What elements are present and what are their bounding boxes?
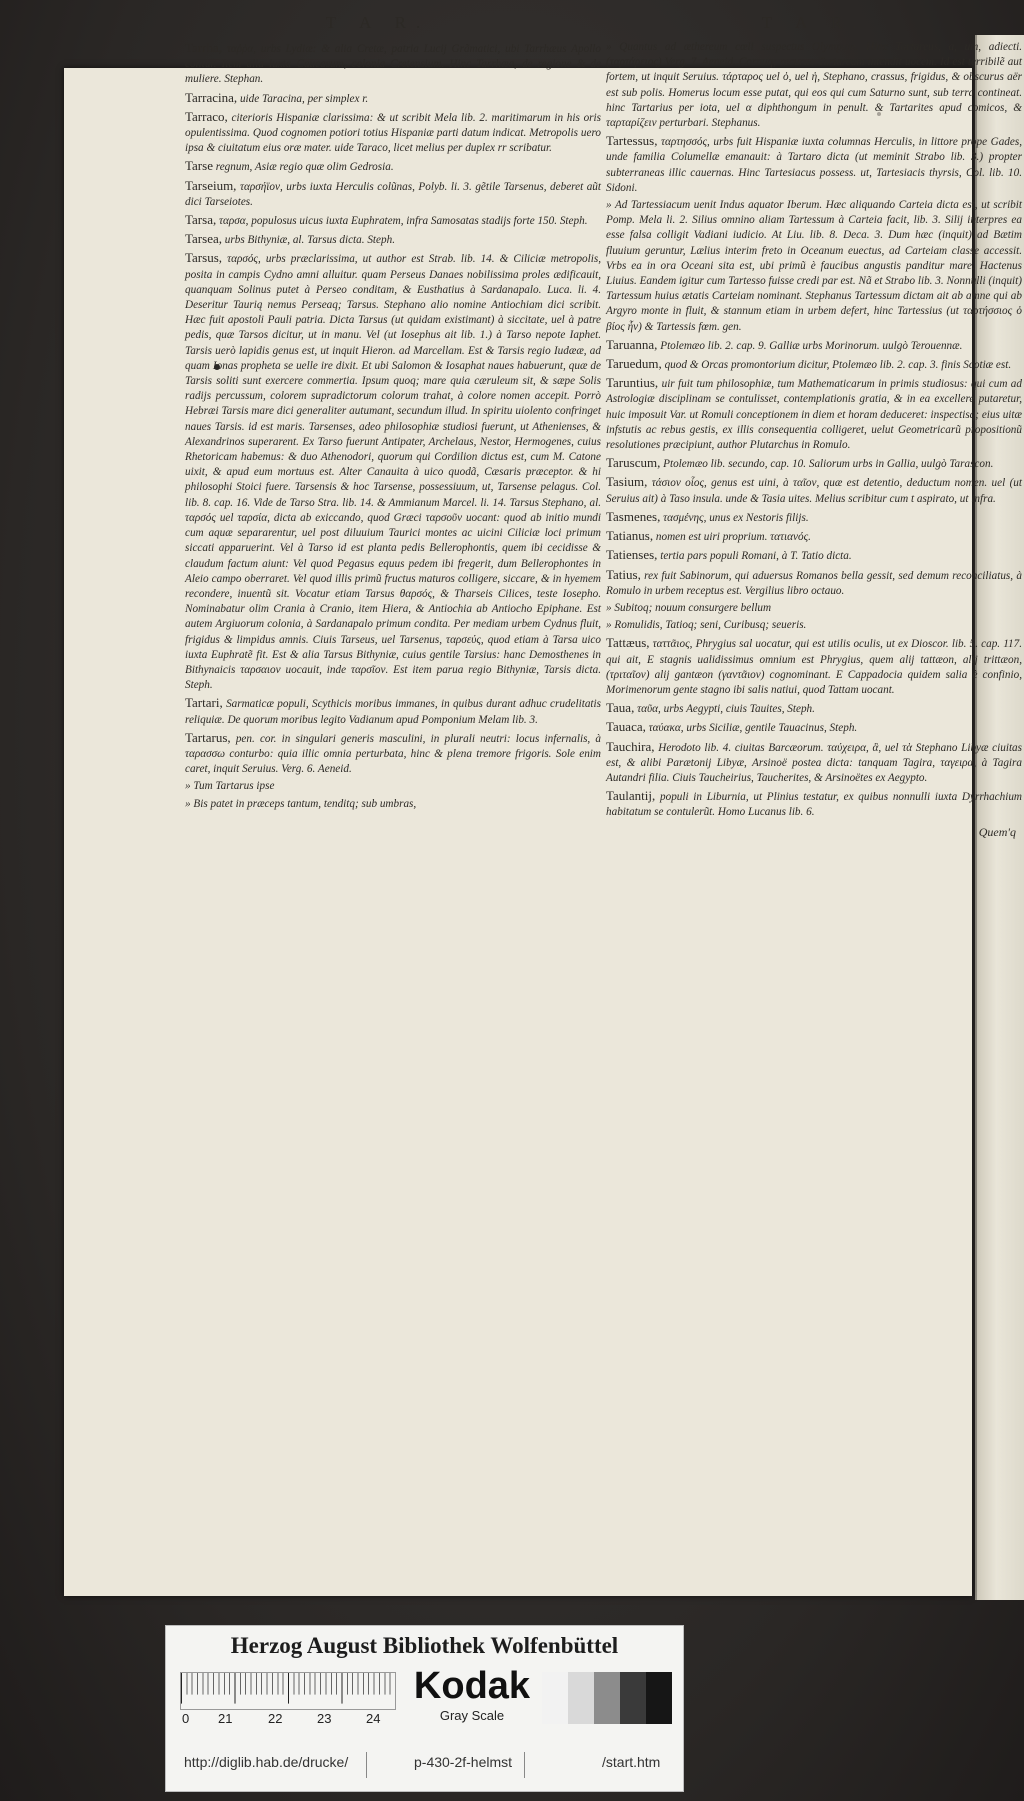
entry-headword: Tauaca, [606,719,646,735]
scale-ruler [180,1672,396,1710]
dictionary-entry [606,356,1022,373]
dictionary-entry [606,528,1022,545]
entry-text: ταρσός, urbs præclarissima, ut author est Strab. lib. 14. & Ciliciæ metropolis, posita in campis Cydno amni alluitur. quam Perseus Danaes nobilissima proles ædificauit, quanquam Solinus putet à Perseo conditam, & Eusthatius à Sardanapalo. Luca. li. 4. Deseritur Taurią nemus Perseaq; Tarsus. Stephano alio nomine Antiochiam dici scribit. Hæc fuit apostoli Pauli patria. Dicta Tarsus (ut quidam existimant) à siccitate, uel à patre pedis, quæ Tarsos dicitur, ut in manu. Vel (ut Iosephus ait lib. 1.) à Tarso nepote Iaphet. Tarsis uerò lapidis genus est, ut inquit Hieron. ad Marcellam. Est & Tarsis regio Iudææ, ad quam Ionas propheta se uelle ire dixit. Et ubi Salomon & Iosaphat naues habuerunt, quæ de Tarsis soliti sunt exercere commertia. Ipsum quoq; mare quia cæruleum sit, & sæpe Solis radijs percussum, colorem supradictorum colorum trahat, à colore nomen accepit. Porrò Hebræi Tarsis mare dici generaliter autumant, secundum illud. In spiritu uiolento confringet naues Tarsis. id est maris. Tarsenses, adeo philosophiæ studiosi fuerunt, ut Athenienses, & Alexandrinos superarent. Ex Tarso fuerunt Antipater, Archelaus, Nestor, Hermogenes, cuius Rhetoricam habemus: & duo Athenodori, quorum qui Cordilion dictus est, cum M. Catone uixit, & apud eum mortuus est. Alter Canauita à uico quodã, Cæsaris præceptor. & hi philosophi Stoici fuere. Tarsensis & hoc Tarsense, possessiuum, ut, Tarsense pelagus. Col. lib. 8. cap. 16. Vide de Tarso Stra. lib. 14. & Ammianum Marcel. li. 14. Tarsus Stephano, al. ταρσός uel ταρσία, dicta ab exiccando, quod Græci ταρσοῦν uocant: quod ab initio mundi cum aquæ separarentur, uel post diluuium Taurici montes ac uicini Ciliciæ loci primum siccati apparuerint. Vel à Tarso id est planta pedis Bellerophontis, quem ibi cecidisse & claudum factum aiunt: Vel quod Pegasus equus pedem ibi fregerit, dum Bellerophontes in Aleio campo oberraret. Vel quod illis primũ fructus maturos colligere, siccare, & in hyemem recondere, inuentũ sit. Vocatur etiam Tarsus θαρσός, & Tharseis Cilices, teste Iosepho. Nominabatur olim Crania à Cranio, item Hiera, & Antiochia ab Antiocho Epiphane. Est autem Argiuorum colonia, à Sardanapalo primum condita. Per mediam urbem Cydnus fluit, frigidus & limpidus amnis. Ciuis Tarseus, uel Tarsenus, ταρσεύς, quod etiam à Tarsa uico iuxta Euphratẽ fit. Est & alia Tarsus Bithyniæ, cuius gentile Tarsius: hanc Demosthenes in Bithynaicis ταρσαιον uocauit, inde ταρσῖον. Est item parua regio Bithyniæ, Tarsis dicta. Steph. [185,253,601,692]
dictionary-entry [606,133,1022,196]
entry-headword: Tasmenes, [606,508,661,524]
entry-text: » Ad Tartessiacum uenit Indus aquator Iberum. Hæc aliquando Carteia dicta est, ut scribit Pomp. Mela li. 2. Silius omnino aliam Tartessum à Carteia facit, lib. 3. Silij interpres ea esse falsa colligit Vadiani iudicio. At Liu. lib. 8. Deca. 3. Dum hæc (inquit) ad Bætim fluuium geruntur, Lælius interim freto in Oceanum euectus, ad Carteiam classe accessit. Vrbs ea in ora Oceani sita est, ubi primũ è faucibus angustis panditur mare. Hactenus Liuius. Eandem igitur cum Tartesso fuisse credi par est. Nã et Strabo lib. 3. Nonnulli (inquit) Tartessum huius ætatis Carteiam nominant. Stephanus Tartessum dictam ait ab amne qui ab Argyro monte in fluit, & stannum etiam in urbem defert, hinc Tartessius (ut ταρτήσσιος ὁ βίος ἦν) & Tartessis fœm. gen. [606,199,1022,333]
entry-headword: Tarraco, [185,108,228,124]
library-name: Herzog August Bibliothek Wolfenbüttel [230,1633,619,1658]
entry-text: » Subitoq; nouum consurgere bellum [606,601,772,614]
entry-headword: Tarseium, [185,177,237,193]
url-shelfmark[interactable]: p-430-2f-helmst [414,1754,513,1770]
entry-text: ταττᾶιος, Phrygius sal uocatur, qui est utilis oculis, ut ex Dioscor. lib. 5. cap. 117. qui ait, E stagnis ualidissimus omnium est Phrygius, quem alij tattæon, alij trittæon, (τριταῖον) alij gantæon (γαντᾶιον) cognominant. E Cappadocia quidem salia è confinio, Morimenorum gente stagno ibi salis natiui, quod Tattam uocant. [606,638,1022,696]
dictionary-entry [606,601,1022,616]
dictionary-entry [606,739,1022,787]
entry-text: Ptolemæo lib. secundo, cap. 10. Saliorum urbs in Gallia, uulgò Tarascon. [663,458,994,471]
dictionary-entry [185,158,601,175]
entry-headword: Tarsea, [185,231,222,247]
dictionary-entry [606,547,1022,564]
gray-patch [594,1672,620,1724]
dictionary-entry [606,509,1022,526]
dictionary-entry [606,618,1022,633]
entry-headword: Tarracina, [185,89,238,105]
entry-text: ταῦα, urbs Aegypti, ciuis Tauites, Steph. [637,703,815,716]
dictionary-entry [606,700,1022,717]
entry-text: uide Taracina, per simplex r. [239,92,369,105]
ruler-number: 24 [366,1711,381,1726]
dictionary-entry [185,90,601,107]
entry-headword: Tattæus, [606,635,650,651]
entry-text: ταρσήϊον, urbs iuxta Herculis colũnas, Polyb. li. 3. gẽtile Tarsenus, deberet aũt dici Tarseiotes. [185,180,602,208]
entry-headword: Tatius, [606,566,641,582]
ruler-number: 23 [317,1711,332,1726]
entry-text: ταύακα, urbs Siciliæ, gentile Tauacinus, Steph. [648,722,858,735]
left-entries [185,40,601,812]
entry-text: » Romulidis, Tatioq; seni, Curibusq; seueris. [606,619,807,632]
gray-patch [542,1672,568,1724]
entry-text: τασμένης, unus ex Nestoris filijs. [663,511,809,524]
dictionary-entry [606,719,1022,736]
entry-text: quod & Orcas promontorium dicitur, Ptolemæo lib. 2. cap. 3. finis Scotiæ est. [664,359,1012,372]
entry-text: ταρτησσός, urbs fuit Hispaniæ iuxta columnas Herculis, in littore prope Gades, unde familia Columellæ emanauit: à Tartaro dicta (ut meminit Strabo lib. 3.) propter subterraneas illic cauernas. Hinc Tartesiacus possess. ut, Tartesiacis thyrsis, Col. lib. 10. Sidoni. [606,136,1023,194]
gray-patch [620,1672,646,1724]
entry-text: urbs Bithyniæ, al. Tarsus dicta. Steph. [224,234,395,247]
entry-text: populi in Liburnia, ut Plinius testatur, ex quibus nonnulli iuxta Dyrrhachium habitatum se contulerũt. Homo Lucanus lib. 6. [606,791,1022,819]
gray-scale-strip [542,1672,672,1724]
left-running-head: T A R. [325,13,431,32]
url-base[interactable]: http://diglib.hab.de/drucke/ [184,1754,349,1770]
dictionary-entry [606,474,1022,506]
dictionary-entry [185,109,601,157]
right-entries [606,40,1022,821]
dictionary-entry [606,375,1022,453]
entry-text: » Bis patet in præceps tantum, tenditq; sub umbras, [185,797,417,810]
entry-text: pen. cor. in singulari generis masculini, in plurali neutri: locus infernalis, à ταρασσω conturbo: quia illic omnia perturbata, hinc & plena tremore frigoris. Sole enim caret, inquit Seruius. Verg. 6. Aeneid. [185,732,601,776]
entry-headword: Tarsa, [185,212,217,228]
dictionary-entry [185,779,601,794]
url-start[interactable]: /start.htm [602,1754,661,1770]
ruler-number: 21 [218,1711,233,1726]
dictionary-entry [606,455,1022,472]
right-column [606,12,1022,840]
left-column [185,12,601,814]
dictionary-entry [185,178,601,210]
entry-headword: Tatienses, [606,547,658,563]
right-running-head: T A R. [761,13,867,32]
entry-headword: Taruanna, [606,336,658,352]
dictionary-entry [606,567,1022,599]
entry-headword: Tatianus, [606,528,654,544]
entry-text: nomen est uiri proprium. τατιανός. [655,531,811,544]
dictionary-entry [185,797,601,812]
gray-scale-label: Gray Scale [439,1708,505,1723]
entry-text: ταρσα, populosus uicus iuxta Euphratem, infra Samosatas stadijs forte 150. Steph. [219,215,588,228]
dictionary-entry [185,695,601,727]
entry-headword: Tasium, [606,474,648,490]
kodak-logo: Kodak [413,1665,531,1707]
entry-text: citerioris Hispaniæ clarissima: & ut scribit Mela lib. 2. maritimarum in his oris opulentissima. Quod cognomen potiori totius Hispaniæ parti datum indicat. Metropolis uero ipsa & ciuitatum eius oræ mater. uide Taraco, licet melius per duplex rr scribatur. [185,111,601,155]
entry-headword: Taua, [606,700,635,716]
entry-headword: Tarsus, [185,250,223,266]
dictionary-entry [185,730,601,778]
entry-headword: Tartari, [185,695,223,711]
entry-text: rex fuit Sabinorum, qui aduersus Romanos bella gessit, sed demum reconciliatus, à Romulo in urbem receptus est. Vergilius libro octauo. [606,569,1022,597]
url-row [166,1754,683,1778]
ruler-numbers [180,1711,394,1727]
entry-text: regnum, Asiæ regio quæ olim Gedrosia. [215,161,394,174]
dictionary-entry [606,788,1022,820]
entry-text: Sarmaticæ populi, Scythicis moribus immanes, in quibus durant adhuc crudelitatis reliquiæ. De quorum moribus legito Vadianum apud Pomponium Melam lib. 3. [185,698,602,726]
dictionary-entry [185,231,601,248]
entry-text: τάσιον οἶος, genus est uini, à ταῖον, quæ est detentio, deductum nomen. uel (ut Seruius ait) à Taso insula. unde & Tasia uites. Melius scribitur cum t aspirato, ut infra. [606,477,1023,505]
entry-text: ταῤῥα, urbs Lydiæ: & alia Cretæ, patria Lucij Grãmatici, ubi Tarrhæus Apollo colitur. Item alia iuxta Caucasum, colonia Cretensium. Hinc Tarrhæa, de regione & de muliere. Stephan. [185,43,601,86]
dictionary-entry [606,635,1022,698]
gray-patch [646,1672,672,1724]
entry-headword: Taruscum, [606,455,661,471]
catchword: Quem'q [978,824,1016,839]
dictionary-entry [606,337,1022,354]
url-divider [524,1752,525,1778]
gray-patch [568,1672,594,1724]
entry-headword: Taulantij, [606,788,656,804]
url-divider [366,1752,367,1778]
entry-headword: Tarse [185,158,213,174]
ruler-number: 22 [268,1711,283,1726]
entry-headword: Tartarus, [185,729,231,745]
dictionary-entry [185,212,601,229]
dictionary-entry [185,40,601,88]
entry-headword: Taruntius, [606,375,659,391]
entry-headword: Tartessus, [606,133,658,149]
entry-text: Herodoto lib. 4. ciuitas Barcæorum. ταύχειρα, ἃ, uel τὰ Stephano Libyæ ciuitas est, & alibi Parætonij Libyæ, Arsinoë postea dicta: tanquam Tagira, ταγειρα, à Tagira Autandri filia. Ciuis Taucheirius, Taucherites, & Arsinoëtes ex Aegypto. [606,741,1022,784]
entry-headword: Tarrha, [185,40,222,55]
entry-text: » Tum Tartarus ipse [185,780,275,793]
entry-text: » Quantus ad æthereum cœli suspectus Olympum. Hinc Tartareus, a, um, adiecti. (ταρτάρειος) Verg. 7. Aeneid. Cornuq; recuruo Tartaream intendit uocem. Id est terribilẽ aut fortem, ut inquit Seruius. τάρταρος uel ὁ, uel ἡ, Stephano, crassus, frigidus, & obscurus aër est sub polis. Homerus locum esse putat, qui eos qui cum Saturno sunt, sub terra contineat. hinc Tartarius per iota, uel α diphthongum in penult. & Tartarites apud comicos, & ταρταρίζειν perturbari. Stephanus. [606,41,1022,130]
entry-headword: Taruedum, [606,356,662,372]
dictionary-entry [185,250,601,693]
ruler-number: 0 [182,1711,190,1726]
entry-headword: Tauchira, [606,738,655,754]
entry-text: tertia pars populi Romani, à T. Tatio dicta. [660,550,852,563]
entry-text: Ptolemæo lib. 2. cap. 9. Galliæ urbs Morinorum. uulgò Terouennæ. [660,339,963,352]
dictionary-entry [606,198,1022,335]
entry-text: uir fuit tum philosophiæ, tum Mathematicarum in primis studiosus: qui cum ad Astrologiæ disciplinam se contulisset, contemplationis gratia, & in ea excellere putaretur, huic imposuit Var. ut Romuli conceptionem in diem et horam deduceret: inspectisq; eius uitæ infstutis ac rebus gestis, ex illis consequentia colligeret, uelut Geometricarũ propositionũ resolutiones præcipiunt, author Plutarchus in Romulo. [606,378,1022,452]
scan-target-card [165,1625,684,1792]
dictionary-entry [606,40,1022,131]
